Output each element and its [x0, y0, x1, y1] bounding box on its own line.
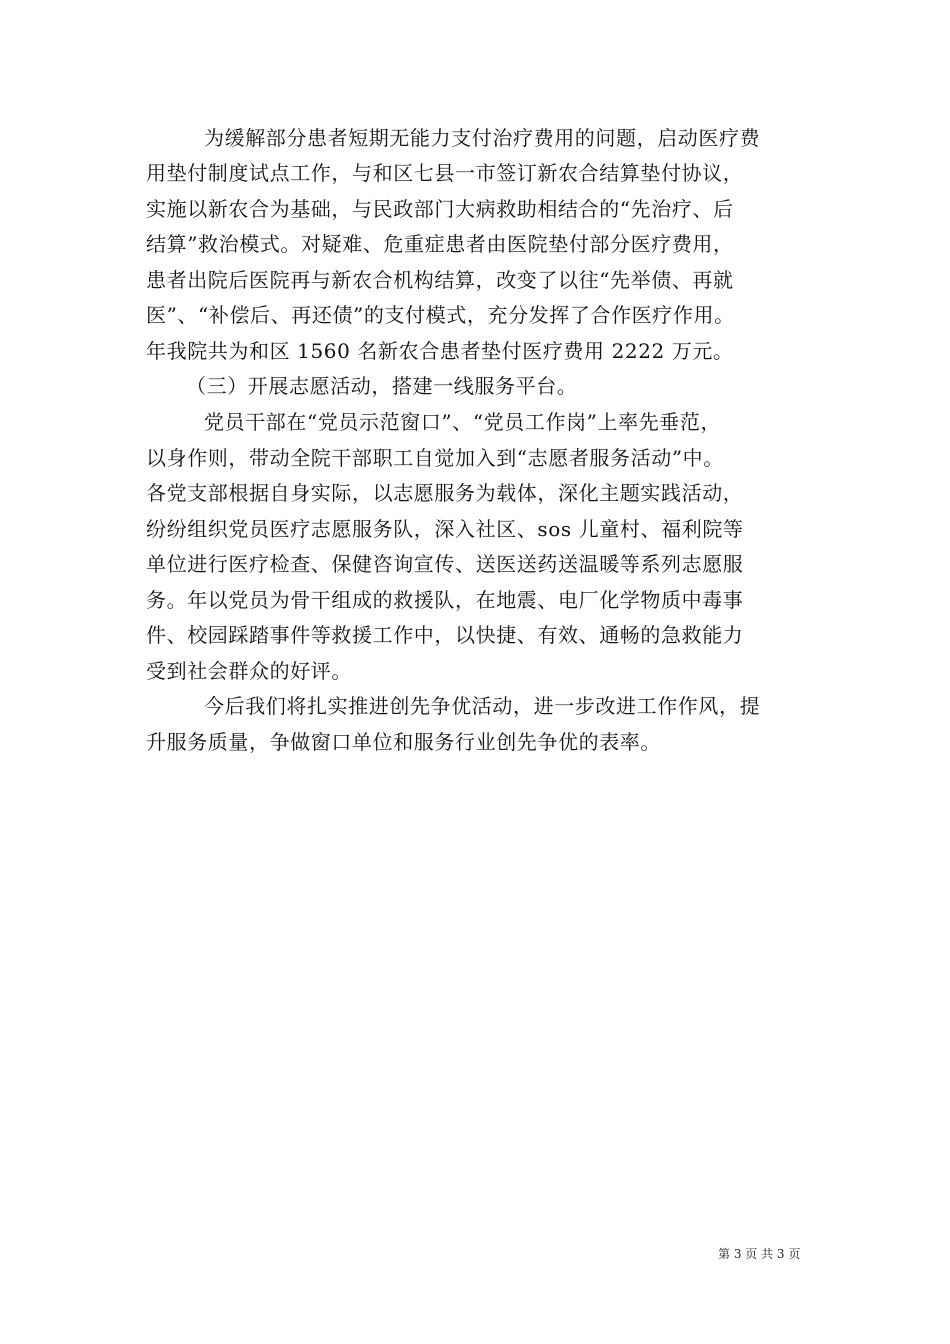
- section-heading-3: （三）开展志愿活动，搭建一线服务平台。: [186, 374, 578, 398]
- paragraph-2-line-7: 件、校园踩踏事件等救援工作中，以快捷、有效、通畅的急救能力: [146, 623, 744, 647]
- paragraph-2-line-5: 单位进行医疗检查、保健咨询宣传、送医送药送温暖等系列志愿服: [146, 552, 744, 576]
- paragraph-2-line-2: 以身作则，带动全院干部职工自觉加入到“志愿者服务活动”中。: [146, 446, 724, 470]
- paragraph-2-line-6: 务。年以党员为骨干组成的救援队，在地震、电厂化学物质中毒事: [146, 588, 744, 612]
- paragraph-2-line-1: 党员干部在“党员示范窗口”、“党员工作岗”上率先垂范，: [204, 410, 722, 434]
- paragraph-1-line-6: 医”、“补偿后、再还债”的支付模式，充分发挥了合作医疗作用。: [146, 303, 735, 327]
- paragraph-3-line-1: 今后我们将扎实推进创先争优活动，进一步改进工作作风，提: [204, 694, 761, 718]
- page-number-footer: 第 3 页 共 3 页: [718, 1247, 801, 1261]
- paragraph-3-line-2: 升服务质量，争做窗口单位和服务行业创先争优的表率。: [146, 730, 661, 754]
- paragraph-2-line-8: 受到社会群众的好评。: [146, 659, 352, 683]
- paragraph-1-line-5: 患者出院后医院再与新农合机构结算，改变了以往“先举债、再就: [146, 268, 734, 292]
- paragraph-1-line-1: 为缓解部分患者短期无能力支付治疗费用的问题，启动医疗费: [204, 126, 761, 150]
- paragraph-2-line-3: 各党支部根据自身实际，以志愿服务为载体，深化主题实践活动，: [146, 481, 744, 505]
- paragraph-1-line-7: 年我院共为和区 1560 名新农合患者垫付医疗费用 2222 万元。: [146, 339, 734, 363]
- paragraph-2-line-4: 纷纷组织党员医疗志愿服务队，深入社区、sos 儿童村、福利院等: [146, 517, 744, 541]
- paragraph-1-line-4: 结算”救治模式。对疑难、危重症患者由医院垫付部分医疗费用，: [146, 232, 734, 256]
- paragraph-1-line-3: 实施以新农合为基础，与民政部门大病救助相结合的“先治疗、后: [146, 197, 734, 221]
- paragraph-1-line-2: 用垫付制度试点工作，与和区七县一市签订新农合结算垫付协议，: [146, 161, 744, 185]
